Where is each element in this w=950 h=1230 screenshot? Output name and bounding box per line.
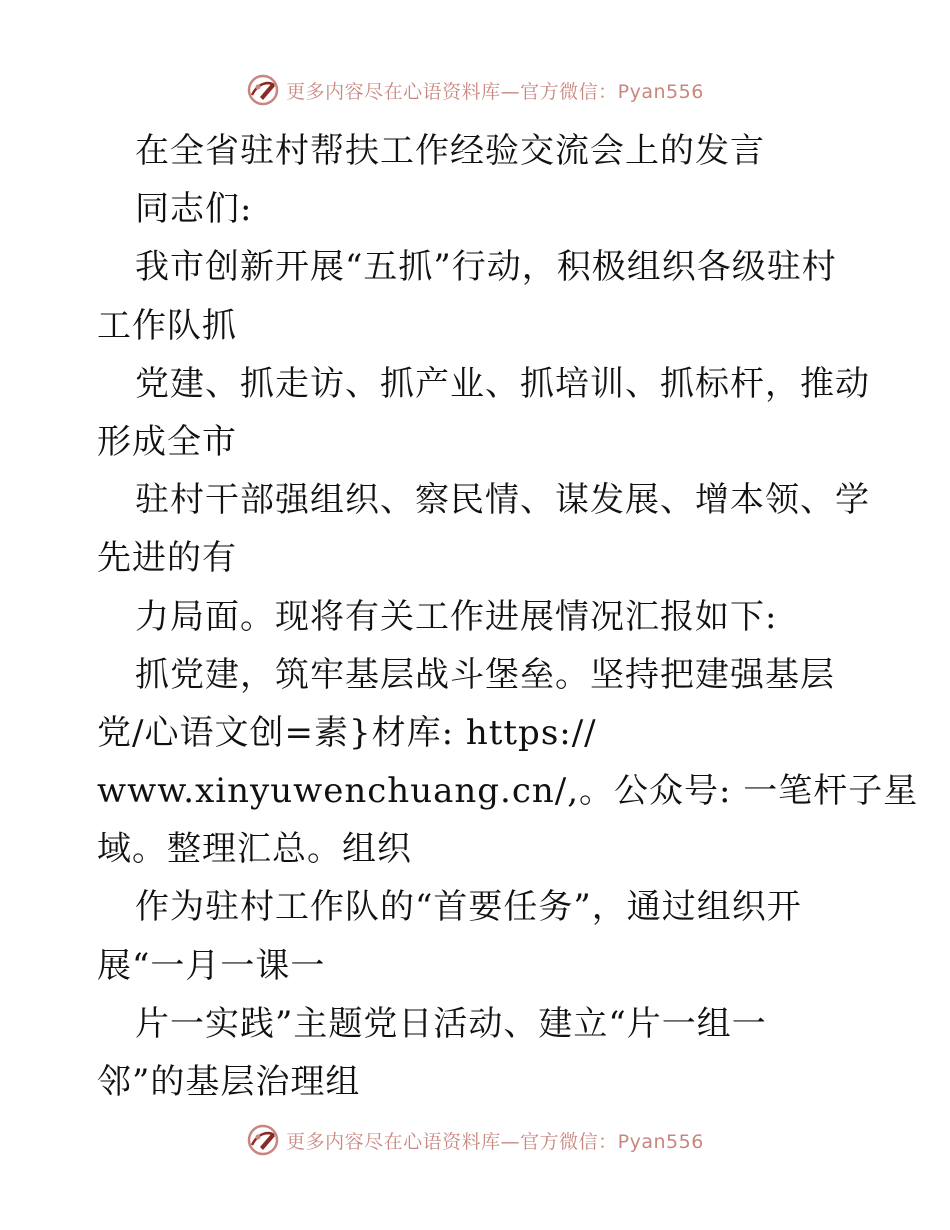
document-line: 党建、抓走访、抓产业、抓培训、抓标杆，推动 — [135, 363, 870, 404]
document-line: 在全省驻村帮扶工作经验交流会上的发言 — [135, 131, 765, 171]
document-line: 作为驻村工作队的“首要任务”，通过组织开 — [135, 887, 802, 928]
document-line: 域。整理汇总。组织 — [97, 829, 412, 870]
footer-watermark-text: 更多内容尽在心语资料库—官方微信：Pyan556 — [286, 1130, 704, 1153]
document-line: 先进的有 — [97, 538, 237, 579]
document-line: 片一实践”主题党日活动、建立“片一组一 — [135, 1003, 767, 1044]
header-watermark-text: 更多内容尽在心语资料库—官方微信：Pyan556 — [286, 80, 704, 103]
document-line: 展“一月一课一 — [97, 945, 326, 986]
document-line: 驻村干部强组织、察民情、谋发展、增本领、学 — [135, 480, 870, 521]
pen-swirl-logo-icon — [246, 73, 280, 107]
document-line: 我市创新开展“五抓”行动，积极组织各级驻村 — [135, 247, 837, 288]
header-watermark-banner — [0, 70, 950, 110]
document-line: 工作队抓 — [97, 305, 237, 346]
document-line: 形成全市 — [97, 421, 237, 462]
footer-watermark-banner — [0, 1120, 950, 1160]
document-line: 邻”的基层治理组 — [97, 1062, 361, 1102]
document-line: 抓党建，筑牢基层战斗堡垒。坚持把建强基层 — [135, 654, 835, 695]
pen-swirl-logo-icon — [246, 1123, 280, 1157]
document-line: 党/心语文创=素}材库: https:// — [97, 712, 597, 753]
document-body — [97, 122, 919, 1111]
document-line: 力局面。现将有关工作进展情况汇报如下: — [135, 596, 778, 637]
document-line: www.xinyuwenchuang.cn/,。公众号: 一笔杆子星 — [97, 771, 919, 812]
document-line: 同志们: — [135, 189, 253, 230]
